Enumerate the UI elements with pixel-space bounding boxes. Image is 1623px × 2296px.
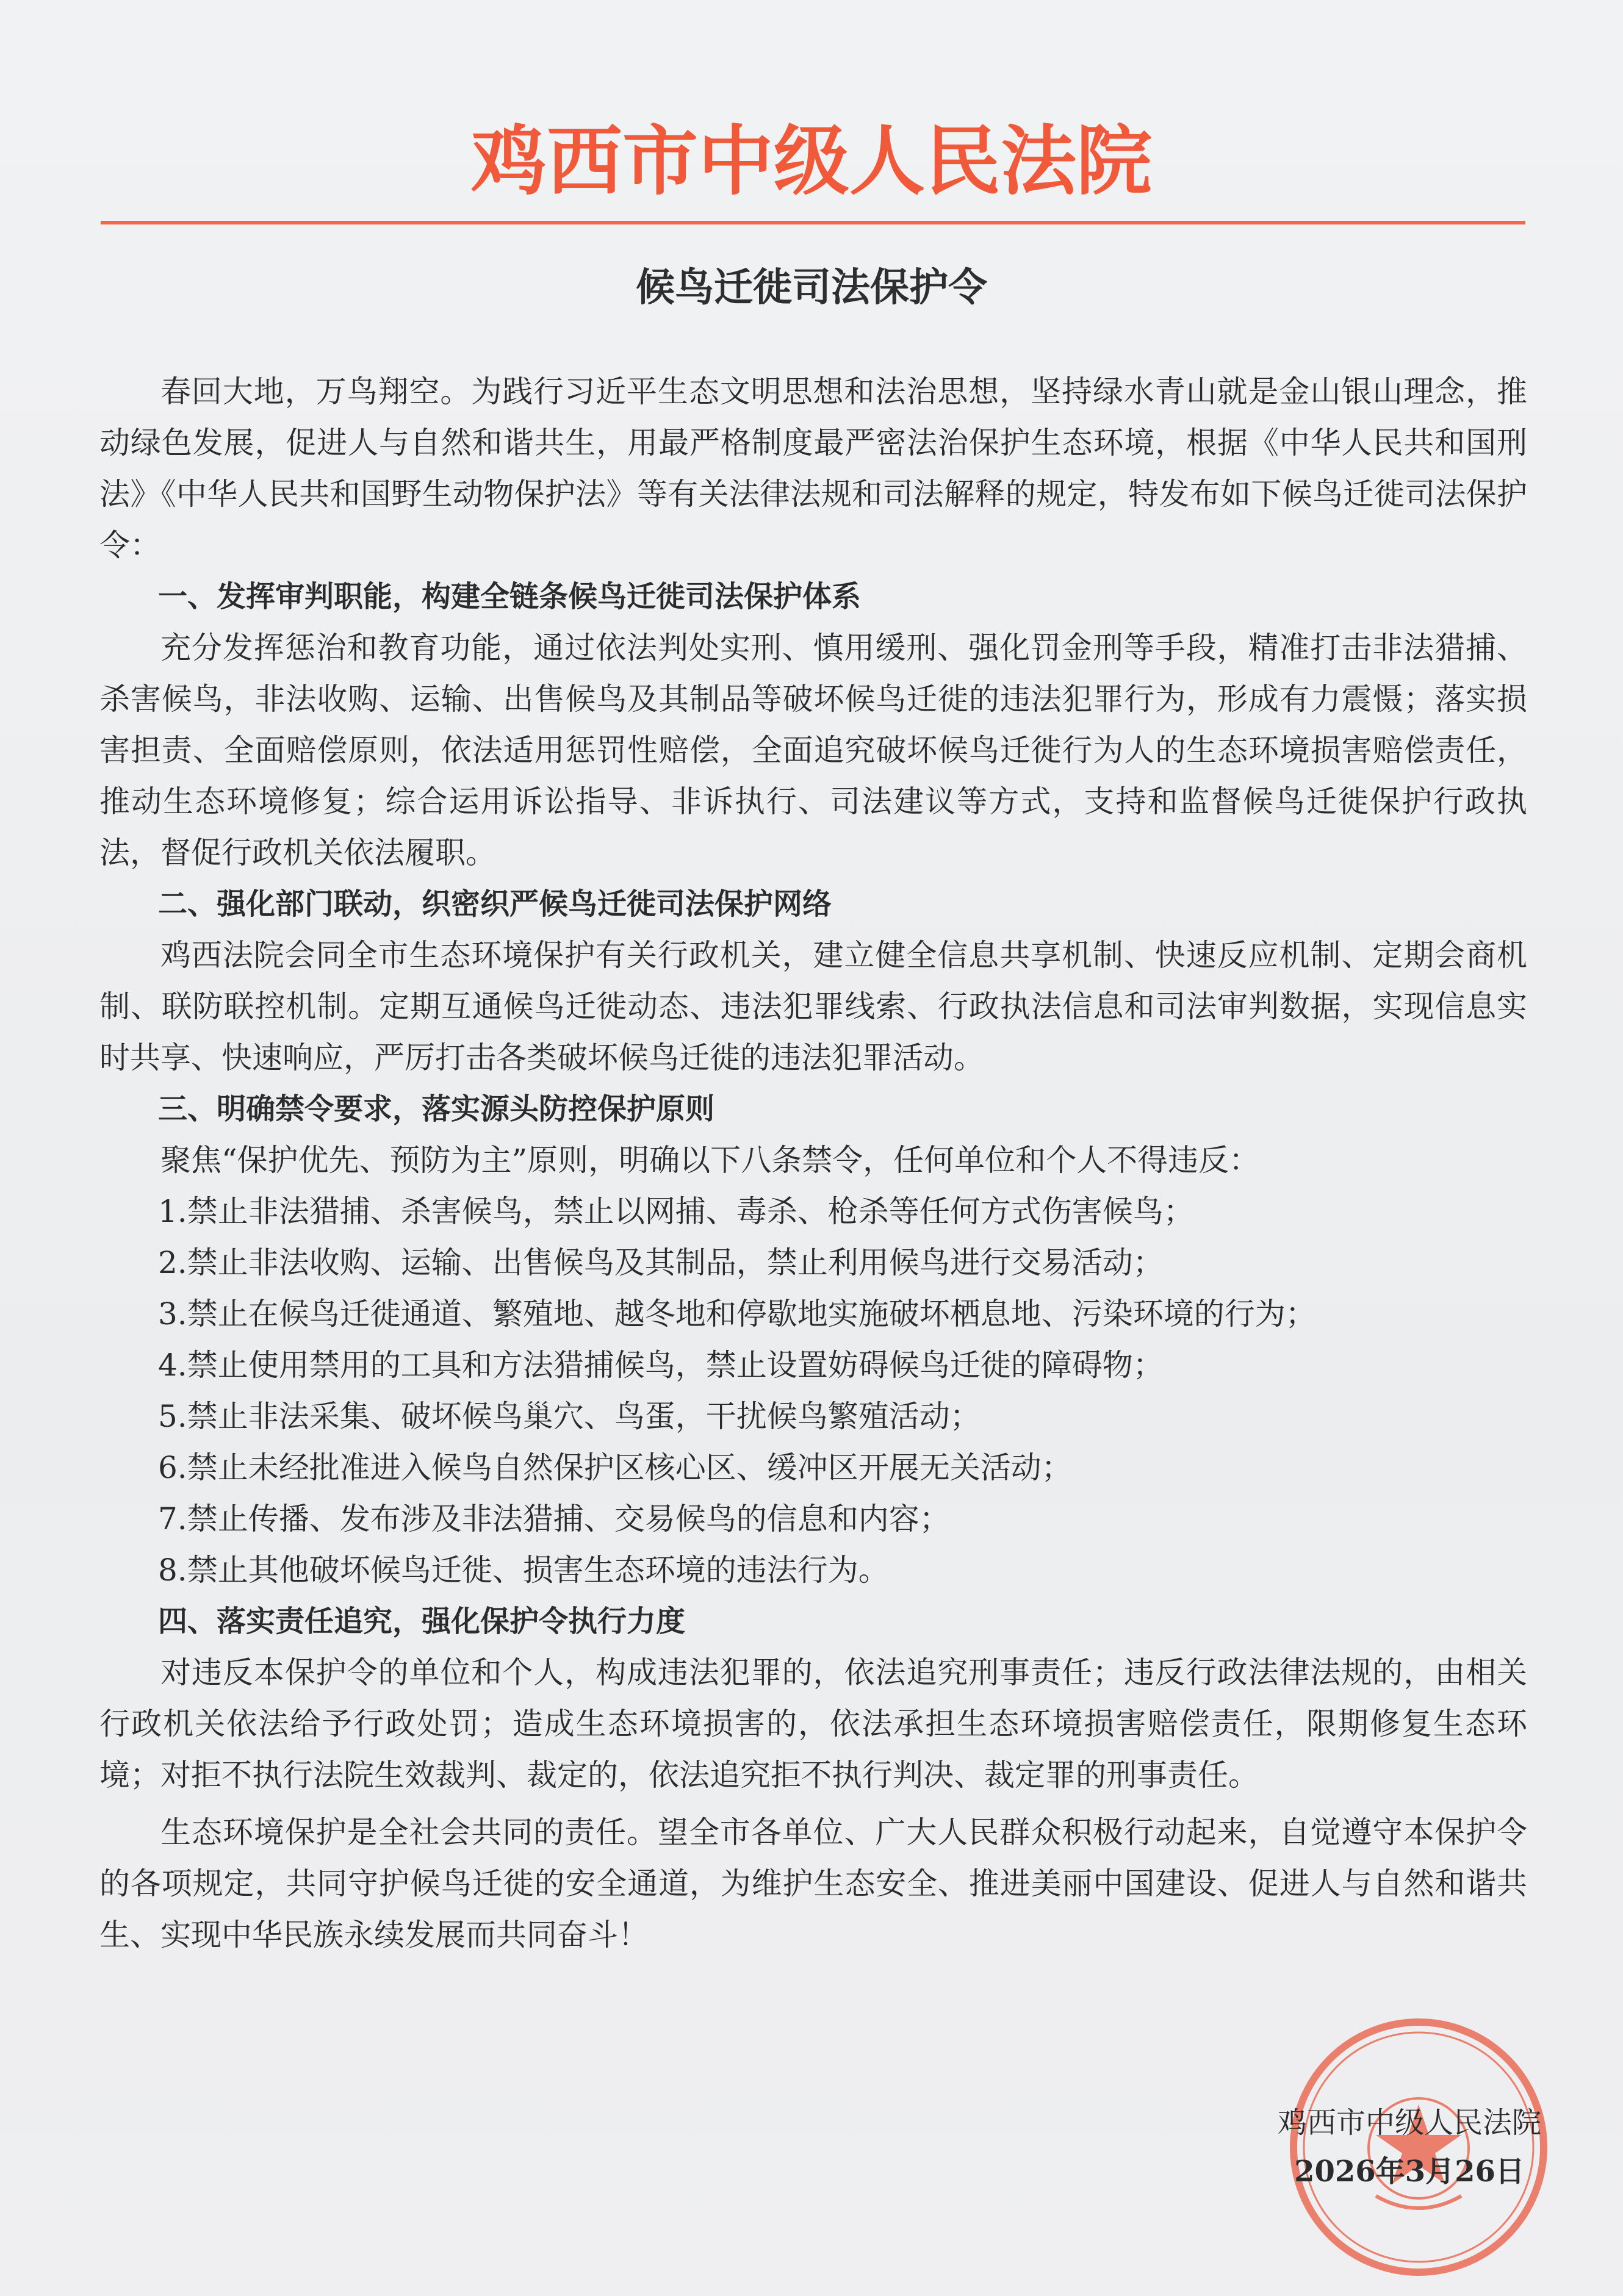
prohibition-item: 6.禁止未经批准进入候鸟自然保护区核心区、缓冲区开展无关活动；	[158, 1450, 1072, 1485]
prohibition-item: 3.禁止在候鸟迁徙通道、繁殖地、越冬地和停歇地实施破坏栖息地、污染环境的行为；	[158, 1296, 1316, 1332]
section-3-heading: 三、明确禁令要求，落实源头防控保护原则	[158, 1092, 715, 1126]
section-1-paragraph: 充分发挥惩治和教育功能，通过依法判处实刑、慎用缓刑、强化罚金刑等手段，精准打击非法猎捕、杀害候鸟，非法收购、运输、出售候鸟及其制品等破坏候鸟迁徙的违法犯罪行为，形成有力震慑；落实损害担责、全面赔偿原则，依法适用惩罚性赔偿，全面追究破坏候鸟迁徙行为人的生态环境损害赔偿责任，推动生态环境修复；综合运用诉讼指导、非诉执行、司法建议等方式，支持和监督候鸟迁徙保护行政执法，督促行政机关依法履职。	[99, 630, 1527, 870]
section-3-paragraph: 聚焦“保护优先、预防为主”原则，明确以下八条禁令，任何单位和个人不得违反：	[160, 1143, 1260, 1178]
prohibition-list	[99, 1186, 1527, 1596]
signature-block	[1239, 2098, 1580, 2196]
prohibition-item: 2.禁止非法收购、运输、出售候鸟及其制品，禁止利用候鸟进行交易活动；	[158, 1245, 1164, 1280]
masthead-divider	[101, 221, 1525, 224]
section-4-paragraph: 对违反本保护令的单位和个人，构成违法犯罪的，依法追究刑事责任；违反行政法律法规的，由相关行政机关依法给予行政处罚；造成生态环境损害的，依法承担生态环境损害赔偿责任，限期修复生态环境；对拒不执行法院生效裁判、裁定的，依法追究拒不执行判决、裁定罪的刑事责任。	[99, 1655, 1527, 1793]
section-2-heading: 二、强化部门联动，织密织严候鸟迁徙司法保护网络	[158, 887, 832, 921]
section-4-heading: 四、落实责任追究，强化保护令执行力度	[158, 1604, 686, 1638]
section-1-heading: 一、发挥审判职能，构建全链条候鸟迁徙司法保护体系	[158, 579, 862, 614]
document-title: 候鸟迁徙司法保护令	[636, 265, 987, 310]
document-body	[99, 366, 1527, 1961]
closing-paragraph: 生态环境保护是全社会共同的责任。望全市各单位、广大人民群众积极行动起来，自觉遵守本保护令的各项规定，共同守护候鸟迁徙的安全通道，为维护生态安全、推进美丽中国建设、促进人与自然和谐共生、实现中华民族永续发展而共同奋斗！	[99, 1815, 1527, 1953]
prohibition-item: 7.禁止传播、发布涉及非法猎捕、交易候鸟的信息和内容；	[158, 1501, 950, 1537]
intro-paragraph: 春回大地，万鸟翔空。为践行习近平生态文明思想和法治思想，坚持绿水青山就是金山银山理念，推动绿色发展，促进人与自然和谐共生，用最严格制度最严密法治保护生态环境，根据《中华人民共和国刑法》《中华人民共和国野生动物保护法》等有关法律法规和司法解释的规定，特发布如下候鸟迁徙司法保护令：	[99, 374, 1527, 563]
signature-date: 2026年3月26日	[1294, 2154, 1525, 2189]
prohibition-item: 4.禁止使用禁用的工具和方法猎捕候鸟，禁止设置妨碍候鸟迁徙的障碍物；	[158, 1347, 1164, 1383]
prohibition-item: 8.禁止其他破坏候鸟迁徙、损害生态环境的违法行为。	[158, 1552, 889, 1588]
issuer-masthead: 鸡西市中级人民法院	[470, 118, 1152, 206]
prohibition-item: 1.禁止非法猎捕、杀害候鸟，禁止以网捕、毒杀、枪杀等任何方式伤害候鸟；	[158, 1194, 1194, 1229]
section-2-paragraph: 鸡西法院会同全市生态环境保护有关行政机关，建立健全信息共享机制、快速反应机制、定期会商机制、联防联控机制。定期互通候鸟迁徙动态、违法犯罪线索、行政执法信息和司法审判数据，实现信息实时共享、快速响应，严厉打击各类破坏候鸟迁徙的违法犯罪活动。	[99, 938, 1527, 1075]
prohibition-item: 5.禁止非法采集、破坏候鸟巢穴、鸟蛋，干扰候鸟繁殖活动；	[158, 1399, 981, 1434]
signature-issuer: 鸡西市中级人民法院	[1277, 2106, 1541, 2140]
